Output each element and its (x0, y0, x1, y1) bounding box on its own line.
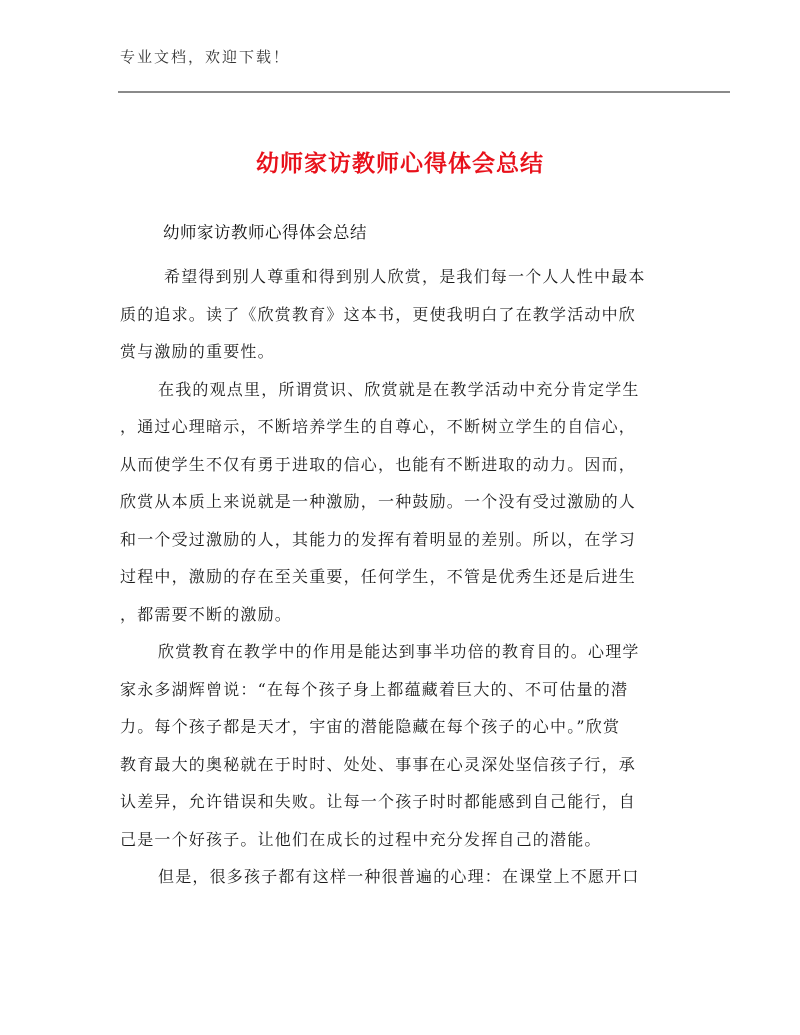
paragraph-line: 教育最大的奥秘就在于时时、处处、事事在心灵深处坚信孩子行，承 (120, 754, 637, 774)
paragraph-line: ，通过心理暗示，不断培养学生的自尊心，不断树立学生的自信心， (120, 417, 637, 436)
header-note: 专业文档，欢迎下载！ (120, 48, 291, 66)
paragraph-line: 但是，很多孩子都有这样一种很普遍的心理：在课堂上不愿开口 (158, 867, 640, 886)
paragraph-line: 过程中，激励的存在至关重要，任何学生，不管是优秀生还是后进生 (120, 567, 637, 586)
paragraph-line: ，都需要不断的激励。 (120, 604, 293, 624)
paragraph-line: 力。每个孩子都是天才，宇宙的潜能隐藏在每个孩子的心中。”欣赏 (120, 717, 621, 736)
paragraph-line: 欣赏从本质上来说就是一种激励，一种鼓励。一个没有受过激励的人 (120, 492, 637, 511)
document-subtitle: 幼师家访教师心得体会总结 (163, 223, 367, 242)
paragraph-line: 从而使学生不仅有勇于进取的信心，也能有不断进取的动力。因而， (120, 454, 637, 474)
paragraph-line: 家永多湖辉曾说：“在每个孩子身上都蕴藏着巨大的、不可估量的潜 (120, 679, 629, 699)
paragraph-line: 和一个受过激励的人，其能力的发挥有着明显的差别。所以，在学习 (120, 529, 637, 549)
paragraph-line: 希望得到别人尊重和得到别人欣赏，是我们每一个人人性中最本 (164, 267, 646, 286)
document-title: 幼师家访教师心得体会总结 (256, 151, 544, 177)
header-divider (118, 91, 730, 93)
document-body (120, 258, 680, 896)
paragraph-line: 赏与激励的重要性。 (120, 342, 275, 361)
paragraph-line: 在我的观点里，所谓赏识、欣赏就是在教学活动中充分肯定学生 (158, 379, 640, 399)
paragraph-line: 己是一个好孩子。让他们在成长的过程中充分发挥自己的潜能。 (120, 829, 602, 849)
paragraph-line: 质的追求。读了《欣赏教育》这本书，更使我明白了在教学活动中欣 (120, 304, 637, 324)
paragraph-line: 欣赏教育在教学中的作用是能达到事半功倍的教育目的。心理学 (158, 642, 640, 661)
paragraph-line: 认差异，允许错误和失败。让每一个孩子时时都能感到自己能行，自 (120, 792, 637, 811)
